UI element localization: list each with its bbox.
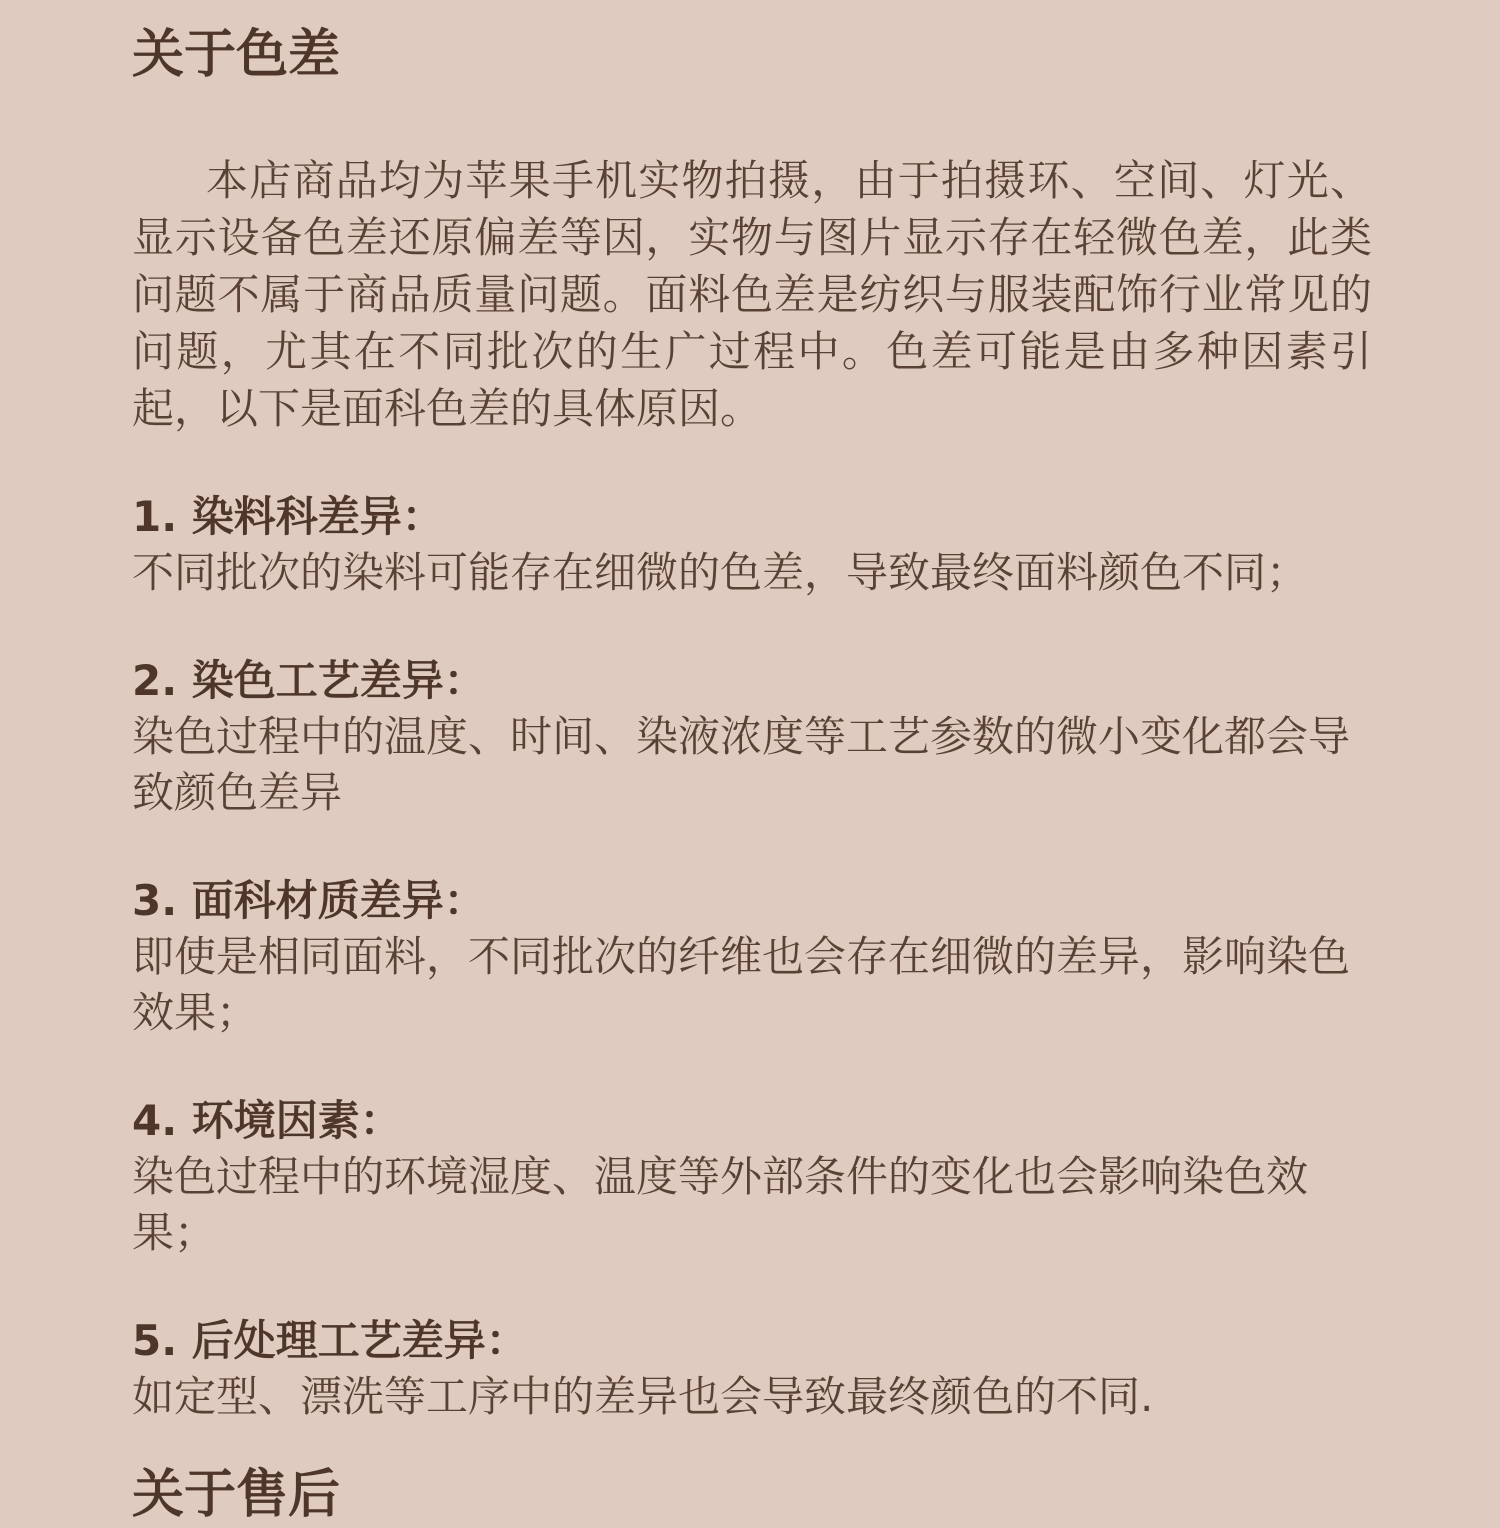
page-title: 关于色差 (132, 25, 341, 85)
next-section-title: 关于售后 (132, 1465, 341, 1525)
reason-heading: 1. 染料科差异： (132, 492, 444, 541)
reason-body: 染色过程中的环境湿度、温度等外部条件的变化也会影响染色效果； (132, 1152, 1309, 1257)
reason-item-1 (132, 489, 1372, 601)
reason-heading: 2. 染色工艺差异： (132, 656, 486, 705)
reason-item-5 (132, 1313, 1372, 1425)
reason-body: 即使是相同面料，不同批次的纤维也会存在细微的差异，影响染色效果； (132, 932, 1351, 1037)
reason-heading: 5. 后处理工艺差异： (132, 1316, 528, 1365)
reason-item-4 (132, 1093, 1372, 1261)
reason-item-3 (132, 873, 1372, 1041)
reason-item-2 (132, 653, 1372, 821)
reason-body: 染色过程中的温度、时间、染液浓度等工艺参数的微小变化都会导致颜色差异 (132, 712, 1351, 817)
reason-body: 如定型、漂洗等工序中的差异也会导致最终颜色的不同. (132, 1372, 1154, 1421)
reason-heading: 3. 面科材质差异： (132, 876, 486, 925)
intro-paragraph: 本店商品均为苹果手机实物拍摄，由于拍摄环、空间、灯光、显示设备色差还原偏差等因，实物与图片显示存在轻微色差，此类问题不属于商品质量问题。面料色差是纺织与服装配饰行业常见的问题，尤其在不同批次的生广过程中。色差可能是由多种因素引起，以下是面科色差的具体原因。 (132, 156, 1372, 433)
reason-body: 不同批次的染料可能存在细微的色差，导致最终面料颜色不同； (132, 548, 1309, 597)
color-difference-notice (132, 22, 1372, 1425)
reason-heading: 4. 环境因素： (132, 1096, 402, 1145)
